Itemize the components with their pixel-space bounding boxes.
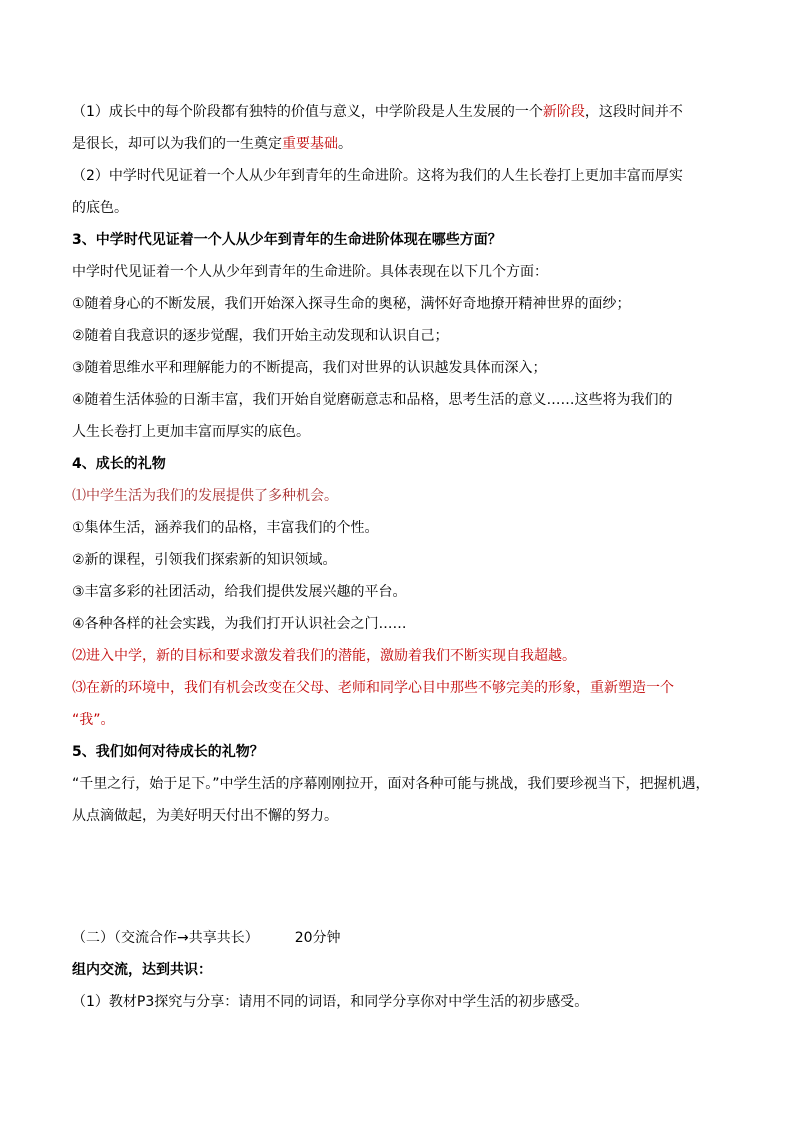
- section-4-sub-3-line-1: ⑶在新的环境中，我们有机会改变在父母、老师和同学心目中那些不够完美的形象，重新塑造一个: [72, 680, 674, 696]
- text: 。: [338, 136, 352, 152]
- highlight-important-foundation: 重要基础: [282, 136, 338, 152]
- heading-3: 3、中学时代见证着一个人从少年到青年的生命进阶体现在哪些方面？: [72, 232, 502, 248]
- heading-5: 5、我们如何对待成长的礼物？: [72, 744, 264, 760]
- text: （1）成长中的每个阶段都有独特的价值与意义，中学阶段是人生发展的一个: [72, 104, 543, 120]
- section-5-line-1: “千里之行，始于足下。”中学生活的序幕刚刚拉开，面对各种可能与挑战，我们要珍视当下，把握机遇，: [72, 776, 710, 792]
- section-4-item-4: ④各种各样的社会实践，为我们打开认识社会之门……: [72, 616, 407, 632]
- part-2-time: 20分钟: [294, 930, 341, 946]
- section-3-item-3: ③随着思维水平和理解能力的不断提高，我们对世界的认识越发具体而深入；: [72, 360, 547, 376]
- text: 是很长，却可以为我们的一生奠定: [72, 136, 282, 152]
- heading-4: 4、成长的礼物: [72, 456, 166, 472]
- section-3-intro: 中学时代见证着一个人从少年到青年的生命进阶。具体表现在以下几个方面：: [72, 264, 548, 280]
- paragraph-1-line-1: [72, 96, 734, 128]
- section-4-item-3: ③丰富多彩的社团活动，给我们提供发展兴趣的平台。: [72, 584, 407, 600]
- paragraph-2-line-1: （2）中学时代见证着一个人从少年到青年的生命进阶。这将为我们的人生长卷打上更加丰富而厚实: [72, 168, 683, 184]
- part-2-title-text: （二）（交流合作→共享共长）: [72, 930, 259, 946]
- paragraph-2-line-2: 的底色。: [72, 200, 128, 216]
- section-3-item-4-line-1: ④随着生活体验的日渐丰富，我们开始自觉磨砺意志和品格，思考生活的意义……这些将为我们的: [72, 392, 673, 408]
- section-4-item-2: ②新的课程，引领我们探索新的知识领域。: [72, 552, 337, 568]
- section-4-sub-1: ⑴中学生活为我们的发展提供了多种机会。: [72, 488, 338, 504]
- section-5-line-2: 从点滴做起，为美好明天付出不懈的努力。: [72, 808, 338, 824]
- section-4-sub-2: ⑵进入中学，新的目标和要求激发着我们的潜能，激励着我们不断实现自我超越。: [72, 648, 576, 664]
- section-3-item-1: ①随着身心的不断发展，我们开始深入探寻生命的奥秘，满怀好奇地撩开精神世界的面纱；: [72, 296, 631, 312]
- text: ，这段时间并不: [584, 104, 683, 120]
- part-2-title: [72, 922, 734, 954]
- part-2-question-1: （1）教材P3探究与分享：请用不同的词语，和同学分享你对中学生活的初步感受。: [72, 994, 589, 1010]
- paragraph-1-line-2: [72, 128, 734, 160]
- section-3-item-4-line-2: 人生长卷打上更加丰富而厚实的底色。: [72, 424, 310, 440]
- section-4-sub-3-line-2: “我”。: [72, 712, 115, 728]
- spacer: [72, 832, 734, 922]
- section-3-item-2: ②随着自我意识的逐步觉醒，我们开始主动发现和认识自己；: [72, 328, 449, 344]
- part-2-heading: 组内交流，达到共识：: [72, 962, 212, 978]
- highlight-new-stage: 新阶段: [542, 104, 585, 120]
- section-4-item-1: ①集体生活，涵养我们的品格，丰富我们的个性。: [72, 520, 379, 536]
